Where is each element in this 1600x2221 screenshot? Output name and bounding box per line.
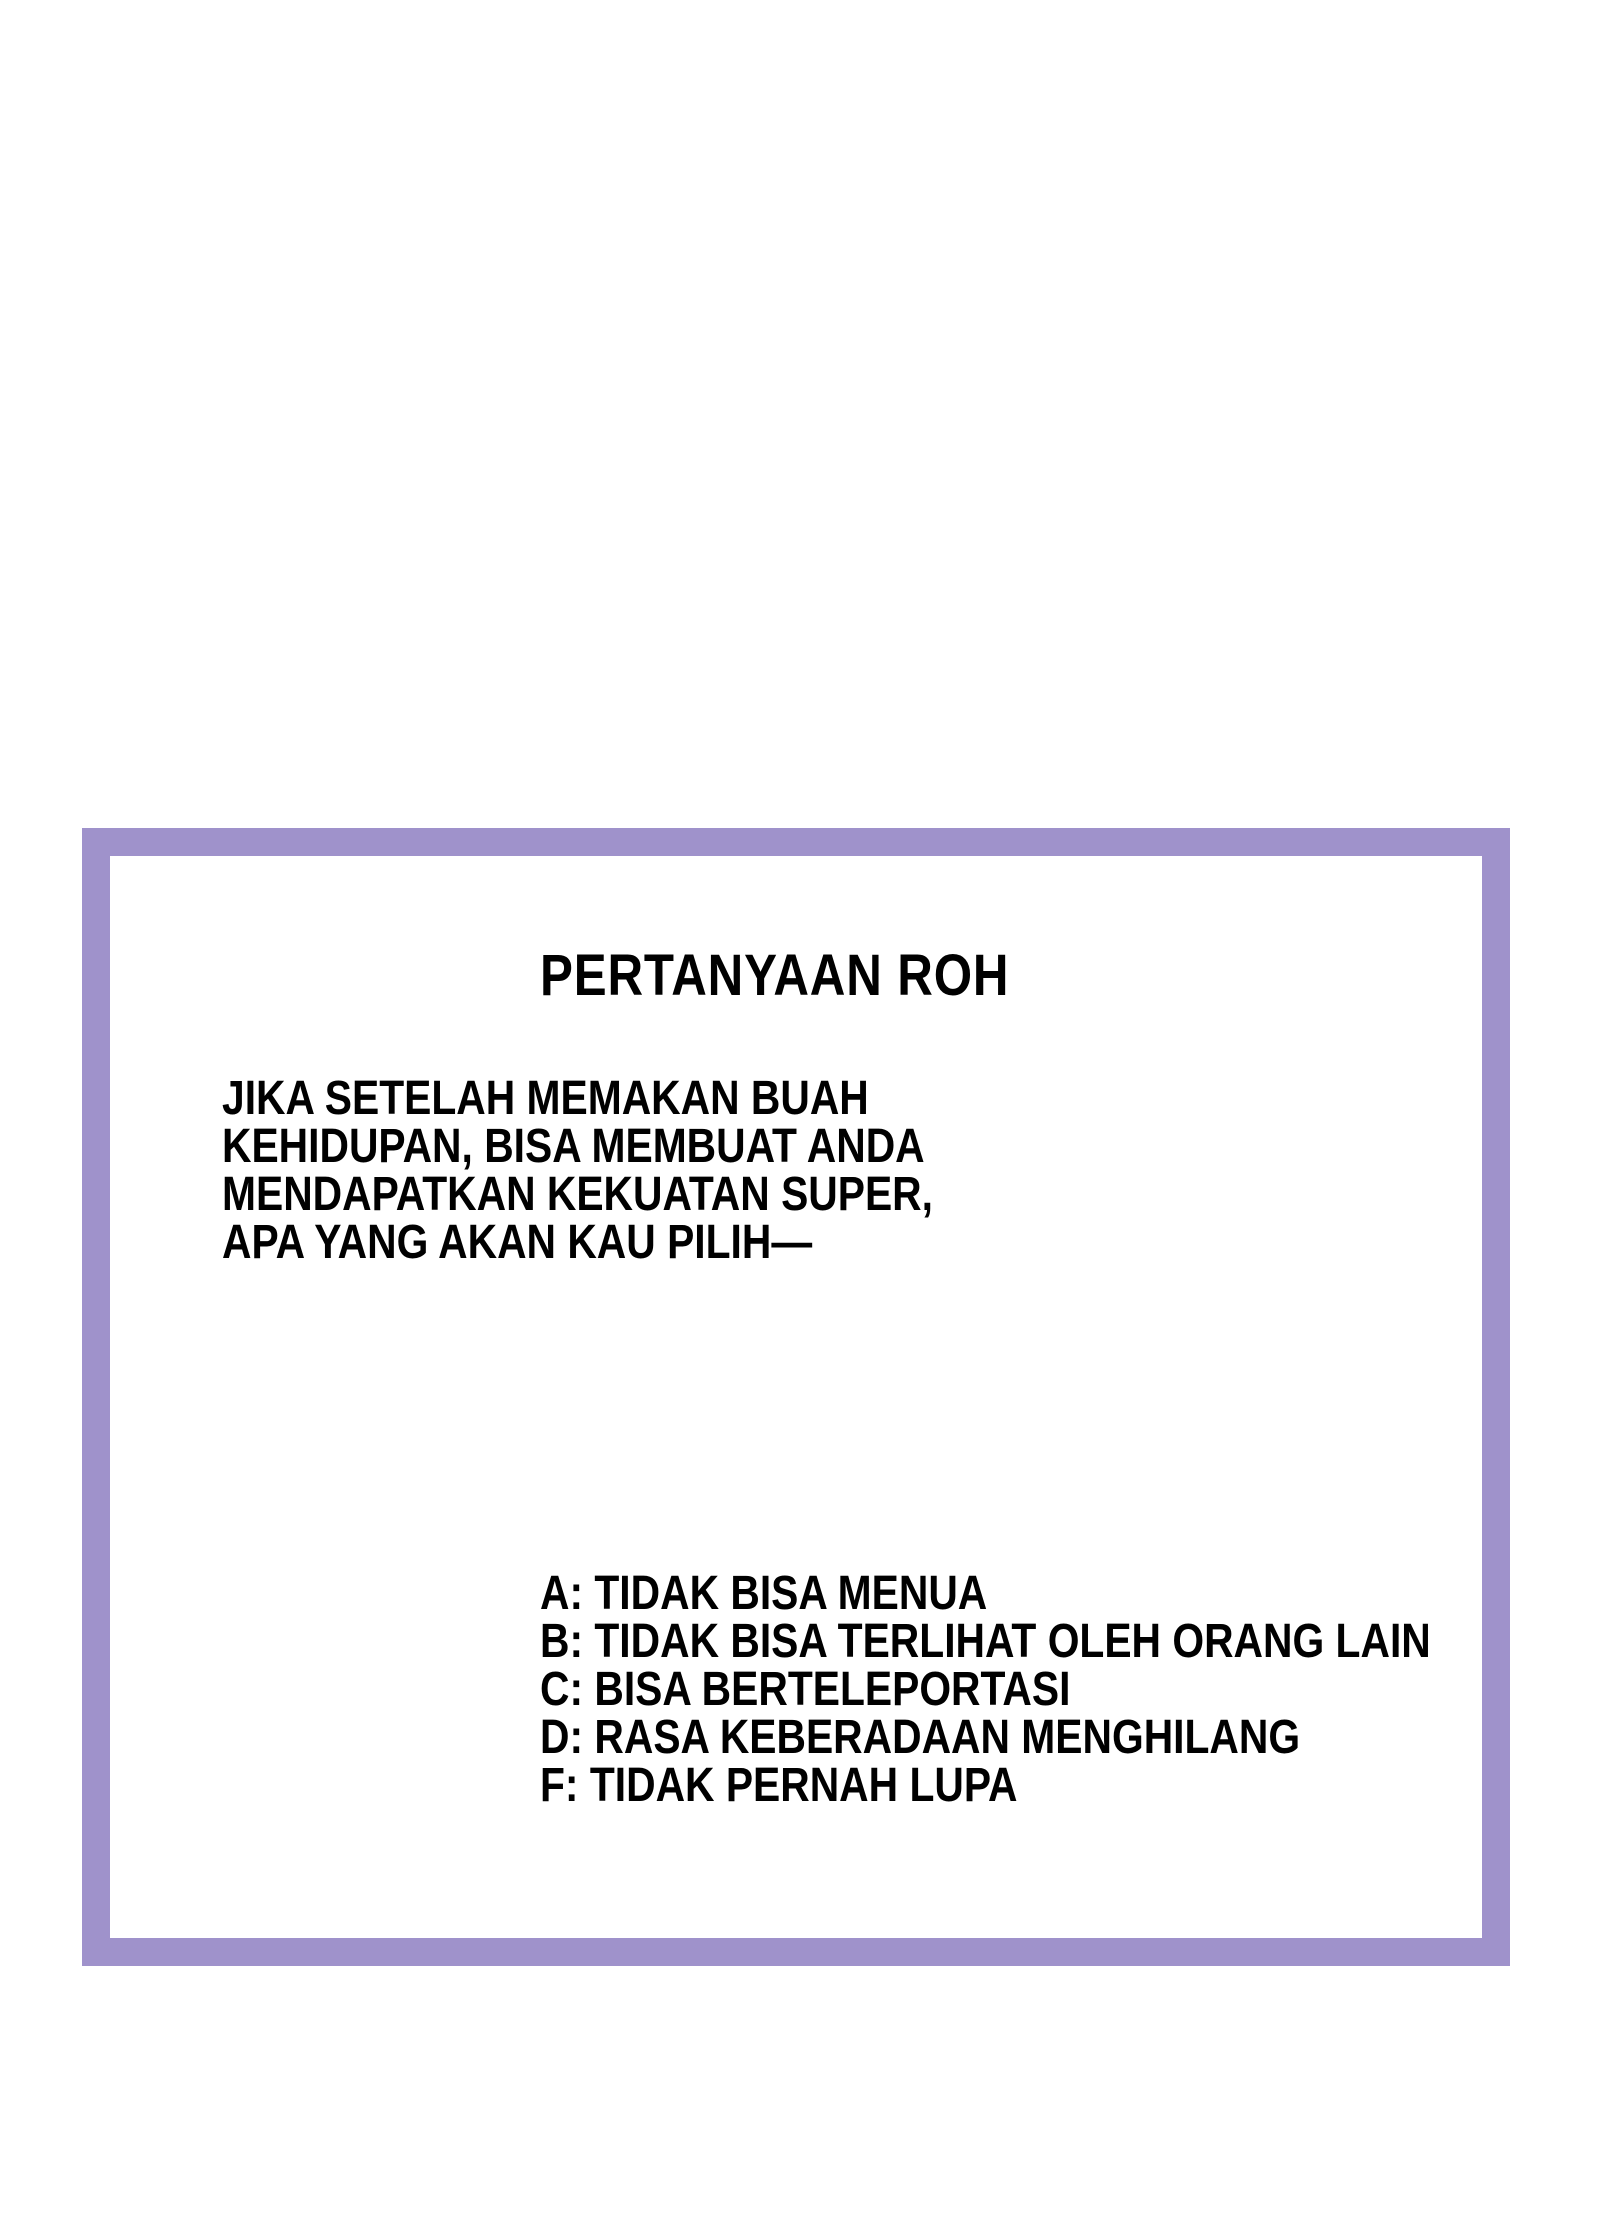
- question-line: KEHIDUPAN, BISA MEMBUAT ANDA: [222, 1120, 925, 1173]
- question-line: APA YANG AKAN KAU PILIH—: [222, 1216, 813, 1269]
- answer-option-c: C: BISA BERTELEPORTASI: [540, 1663, 1071, 1716]
- question-line: JIKA SETELAH MEMAKAN BUAH: [222, 1072, 869, 1125]
- answer-option-d: D: RASA KEBERADAAN MENGHILANG: [540, 1711, 1301, 1764]
- answer-option-f: F: TIDAK PERNAH LUPA: [540, 1759, 1018, 1812]
- answer-option-a: A: TIDAK BISA MENUA: [540, 1567, 988, 1620]
- panel-title: PERTANYAAN ROH: [540, 943, 1010, 1008]
- answer-option-b: B: TIDAK BISA TERLIHAT OLEH ORANG LAIN: [540, 1615, 1431, 1668]
- question-line: MENDAPATKAN KEKUATAN SUPER,: [222, 1168, 933, 1221]
- question-text: [222, 1072, 933, 1269]
- answer-options-list: [540, 1567, 1431, 1812]
